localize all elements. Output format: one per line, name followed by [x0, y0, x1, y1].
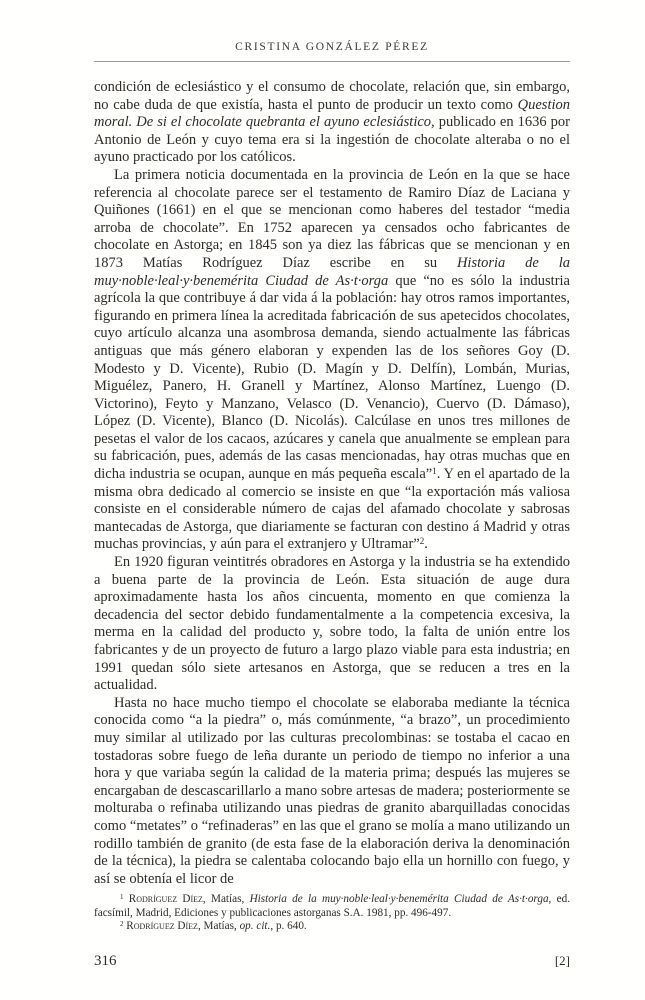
text-run: Hasta no hace mucho tiempo el chocolate se elaboraba mediante la técnica conocida como “a la piedra” o, más comúnmente, “a brazo”, un procedimiento muy similar al utilizado por las culturas precolombinas: se tostaba el cacao en tostadoras sobre fuego de leña durante un periodo de tiempo no inferior a una hora y que variaba según la calidad de la materia prima; después las mujeres se encargaban de descascarillarlo a mano sobre artesas de madera; posteriormente se molturaba o refinaba utilizando unas piedras de granito abarquilladas conocidas como “metates” o “refinaderas” en las que el grano se molía a mano utilizando un rodillo también de granito (de esta fase de la elaboración deriva la denominación de la técnica), la piedra se calentaba colocando bajo ella un hornillo con fuego, y así se obtenía el licor de	[94, 694, 570, 887]
footnote-marker: 1	[432, 466, 437, 477]
footnote-marker: 2	[419, 536, 425, 547]
text-run: publicado en 1636 por Antonio de León y cuyo tema era si la ingestión de chocolate alteraba o no el ayuno practicado por los católicos.	[94, 114, 570, 166]
page-footer	[94, 953, 570, 970]
smallcaps-text-run: Rodríguez Díez	[128, 893, 203, 905]
page-number: 316	[94, 953, 117, 969]
text-run: , Matías,	[202, 893, 250, 905]
text-run: , p. 640.	[270, 920, 307, 933]
italic-text-run: op. cit.	[239, 920, 271, 933]
italic-text-run: Historia de la muy·noble·leal·y·benemérita Ciudad de As·t·orga	[94, 254, 570, 289]
running-header-author: CRISTINA GONZÁLEZ PÉREZ	[235, 41, 429, 53]
text-run: . Y en el apartado de la misma obra dedicado al comercio se insiste en que “la exportación más valiosa consiste en el considerable número de cajas del afamado chocolate y sabrosas mantecadas de Astorga, que diariamente se facturan con destino á Madrid y otras muchas provincias, y aún para el extranjero y Ultramar”	[94, 466, 570, 553]
text-run: .	[424, 536, 428, 553]
text-run: La primera noticia documentada en la provincia de León en la que se hace referencia al chocolate parece ser el testamento de Ramiro Díaz de Laciana y Quiñones (1661) en el que se mencionan como haberes del testador “media arroba de chocolate”. En 1752 aparecen ya censados ocho fabricantes de chocolate en Astorga; en 1845 son ya diez las fábricas que se mencionan y en 1873 Matías Rodríguez Díaz escribe en su	[94, 166, 570, 271]
text-run: , ed. facsímil, Madrid, Ediciones y publicaciones astorganas S.A. 1981, pp. 496-497.	[94, 893, 570, 919]
body-text	[94, 79, 570, 888]
paragraph-3	[94, 554, 570, 695]
paragraph-4	[94, 695, 570, 889]
footnotes	[94, 893, 570, 934]
text-run: , Matías,	[197, 920, 240, 933]
header-rule	[94, 61, 570, 62]
text-run: condición de eclesiástico y el consumo de chocolate, relación que, sin embargo, no cabe duda de que existía, hasta el punto de producir un texto como	[94, 79, 570, 113]
paragraph-2	[94, 167, 570, 554]
text-run: que “no es sólo la industria agrícola la que contribuye á dar vida á la población: hay otros ramos importantes, figurando en primera línea la acreditada fabricación de sus apetecidos chocolates, cuyo artículo alcanza una asombrosa demanda, siendo actualmente las fábricas antiguas que más género elaboran y expenden las de los señores Goy (D. Modesto y D. Vicente), Rubio (D. Magín y D. Delfín), Lombán, Murias, Miguélez, Panero, H. Granell y Martínez, Alonso Martínez, Luengo (D. Victorino), Feyto y Manzano, Velasco (D. Venancio), Cuervo (D. Dámaso), López (D. Vicente), Blanco (D. Nicolás). Calcúlase en unos tres millones de pesetas el valor de los cacaos, azúcares y canela que anualmente se emplean para su fabricación, pues, además de las casas mencionadas, hay otras muchas que en dicha industria se ocupan, aunque en más pequeña escala”	[94, 272, 570, 483]
smallcaps-text-run: Rodríguez Díez	[126, 920, 198, 933]
footnote-marker: 2	[120, 920, 124, 929]
paragraph-1	[94, 79, 570, 167]
text-run: En 1920 figuran veintitrés obradores en Astorga y la industria se ha extendido a buena parte de la provincia de León. Esta situación de auge dura aproximadamente hasta los años cincuenta, momento en que comienza la decadencia del sector debido fundamentalmente a la competencia excesiva, la merma en la calidad del producto y, sobre todo, la falta de unión entre los fabricantes y de un proyecto de futuro a largo plazo viable para esta industria; en 1991 quedan sólo siete artesanos en Astorga, que se reducen a tres en la actualidad.	[94, 554, 570, 694]
footnote-marker: 1	[120, 892, 124, 901]
italic-text-run: Question moral. De si el chocolate quebranta el ayuno eclesiástico,	[94, 96, 570, 131]
footnote-2	[94, 920, 570, 934]
sequence-number: [2]	[554, 953, 570, 968]
footnote-1	[94, 893, 570, 920]
italic-text-run: Historia de la muy·noble·leal·y·benemérita Ciudad de As·t·orga	[249, 893, 549, 905]
